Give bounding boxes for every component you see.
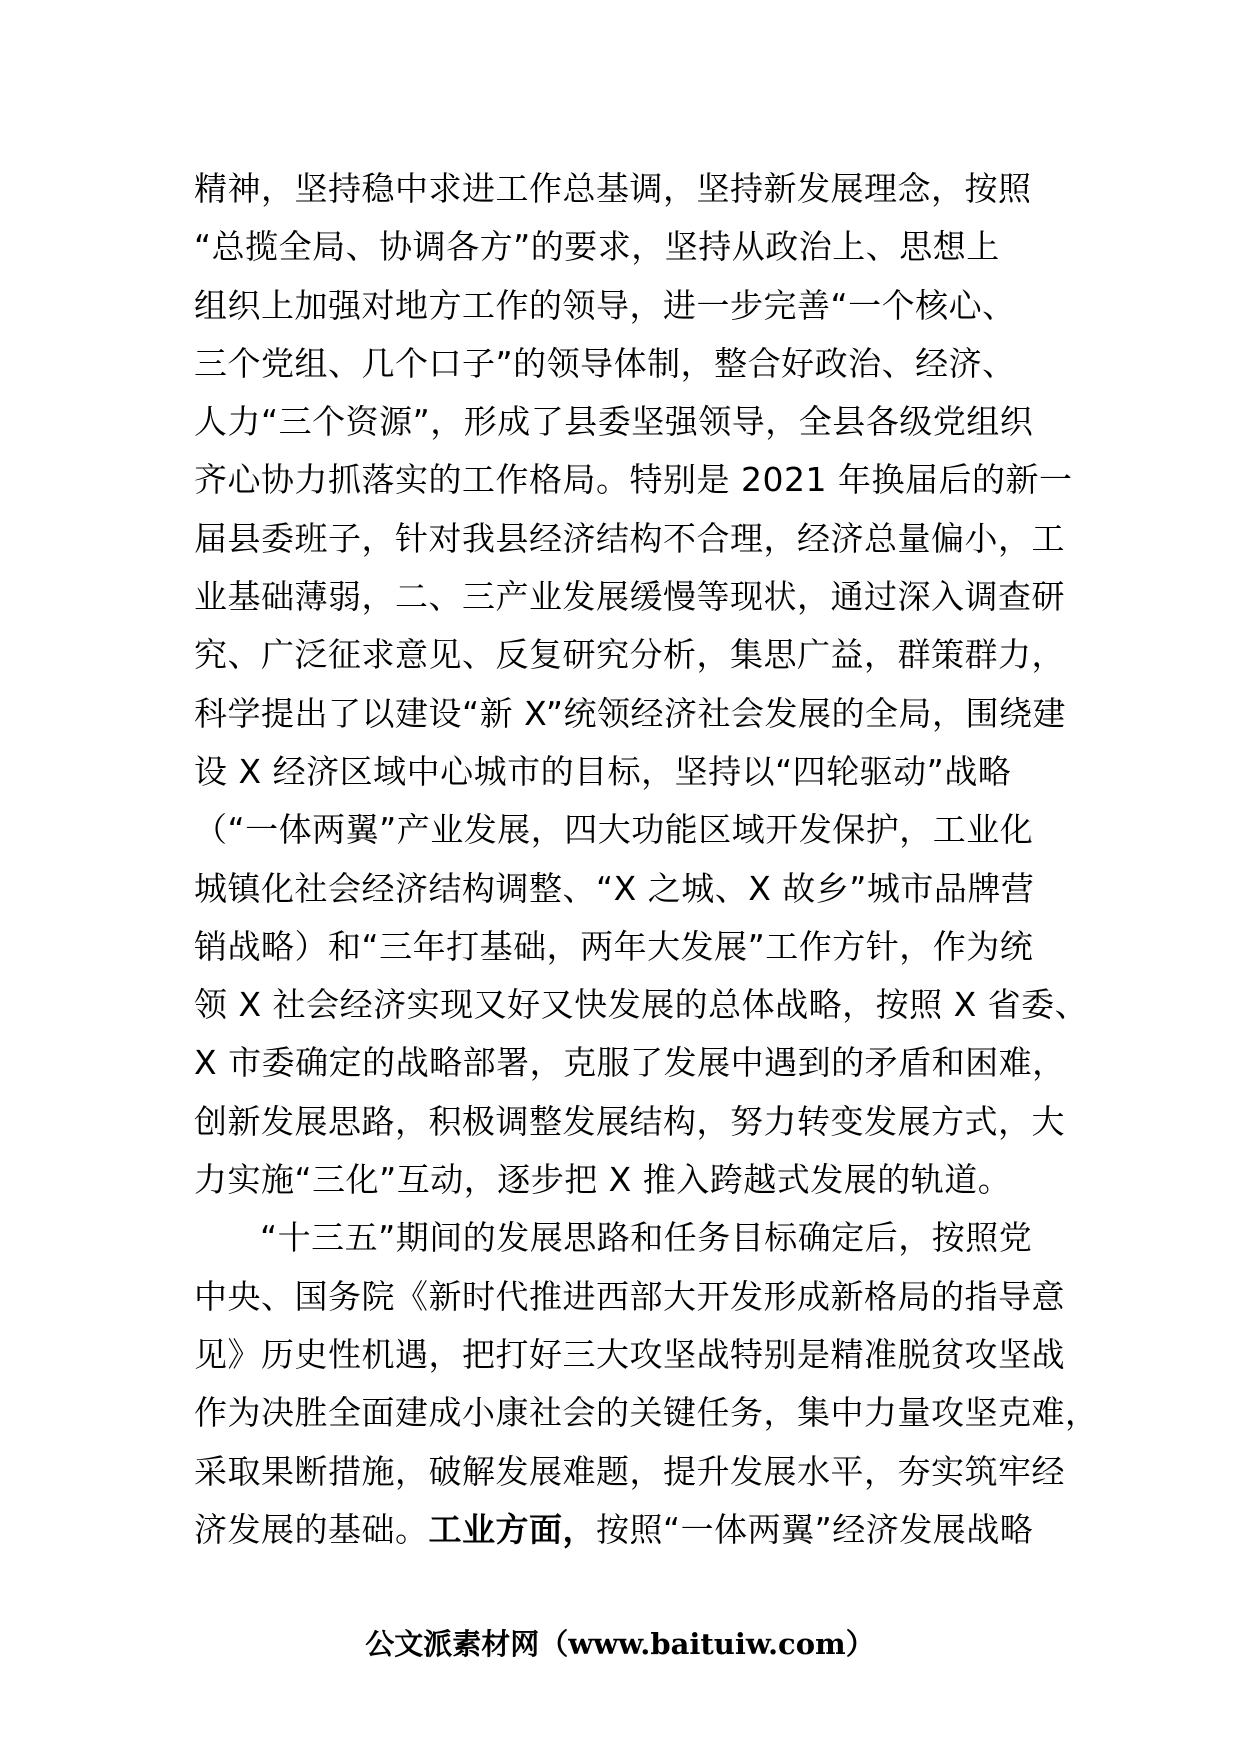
body-text <box>194 160 1099 1559</box>
text-line: 创新发展思路，积极调整发展结构，努力转变发展方式，大 <box>194 1101 1065 1141</box>
text-line: 组织上加强对地方工作的领导，进一步完善“一个核心、 <box>194 285 1016 325</box>
text-line: 力实施“三化”互动，逐步把 X 推入跨越式发展的轨道。 <box>194 1160 1012 1200</box>
text-line-last <box>194 1501 1074 1559</box>
text-line: （“一体两翼”产业发展，四大功能区域开发保护，工业化 <box>194 810 1034 850</box>
text-line: 业基础薄弱，二、三产业发展缓慢等现状，通过深入调查研 <box>194 577 1065 617</box>
text-line: 究、广泛征求意见、反复研究分析，集思广益，群策群力， <box>194 635 1065 675</box>
text-line: 齐心协力抓落实的工作格局。特别是 2021 年换届后的新一 <box>194 460 1073 500</box>
text-line: 届县委班子，针对我县经济结构不合理，经济总量偏小，工 <box>194 518 1065 558</box>
text-line: 领 X 社会经济实现又好又快发展的总体战略，按照 X 省委、 <box>194 985 1089 1025</box>
text-line: 作为决胜全面建成小康社会的关键任务，集中力量攻坚克难， <box>194 1393 1099 1433</box>
text-segment: 按照“一体两翼”经济发展战略 <box>596 1509 1034 1549</box>
text-line: 中央、国务院《新时代推进西部大开发形成新格局的指导意 <box>194 1276 1065 1316</box>
paragraph-first-line: “十三五”期间的发展思路和任务目标确定后，按照党 <box>260 1218 1033 1258</box>
text-line: 精神，坚持稳中求进工作总基调，坚持新发展理念，按照 <box>194 169 1032 208</box>
text-line: 见》历史性机遇，把打好三大攻坚战特别是精准脱贫攻坚战 <box>194 1334 1065 1374</box>
text-line: 城镇化社会经济结构调整、“X 之城、X 故乡”城市品牌营 <box>194 868 1035 908</box>
section-heading-inline: 工业方面， <box>428 1509 596 1549</box>
text-line: 销战略）和“三年打基础，两年大发展”工作方针，作为统 <box>194 926 1034 966</box>
footer-watermark: 公文派素材网（www.baituiw.com） <box>365 1627 875 1661</box>
text-line: 设 X 经济区域中心城市的目标，坚持以“四轮驱动”战略 <box>194 751 1012 791</box>
text-line: “总揽全局、协调各方”的要求，坚持从政治上、思想上 <box>194 227 1000 267</box>
text-line: 人力“三个资源”，形成了县委坚强领导，全县各级党组织 <box>194 402 1034 442</box>
text-line: 三个党组、几个口子”的领导体制，整合好政治、经济、 <box>194 343 1016 383</box>
text-line: 采取果断措施，破解发展难题，提升发展水平，夯实筑牢经 <box>194 1451 1065 1491</box>
text-segment: 济发展的基础。 <box>194 1509 429 1549</box>
text-line: X 市委确定的战略部署，克服了发展中遇到的矛盾和困难， <box>194 1043 1066 1083</box>
text-line: 科学提出了以建设“新 X”统领经济社会发展的全局，围绕建 <box>194 693 1066 733</box>
